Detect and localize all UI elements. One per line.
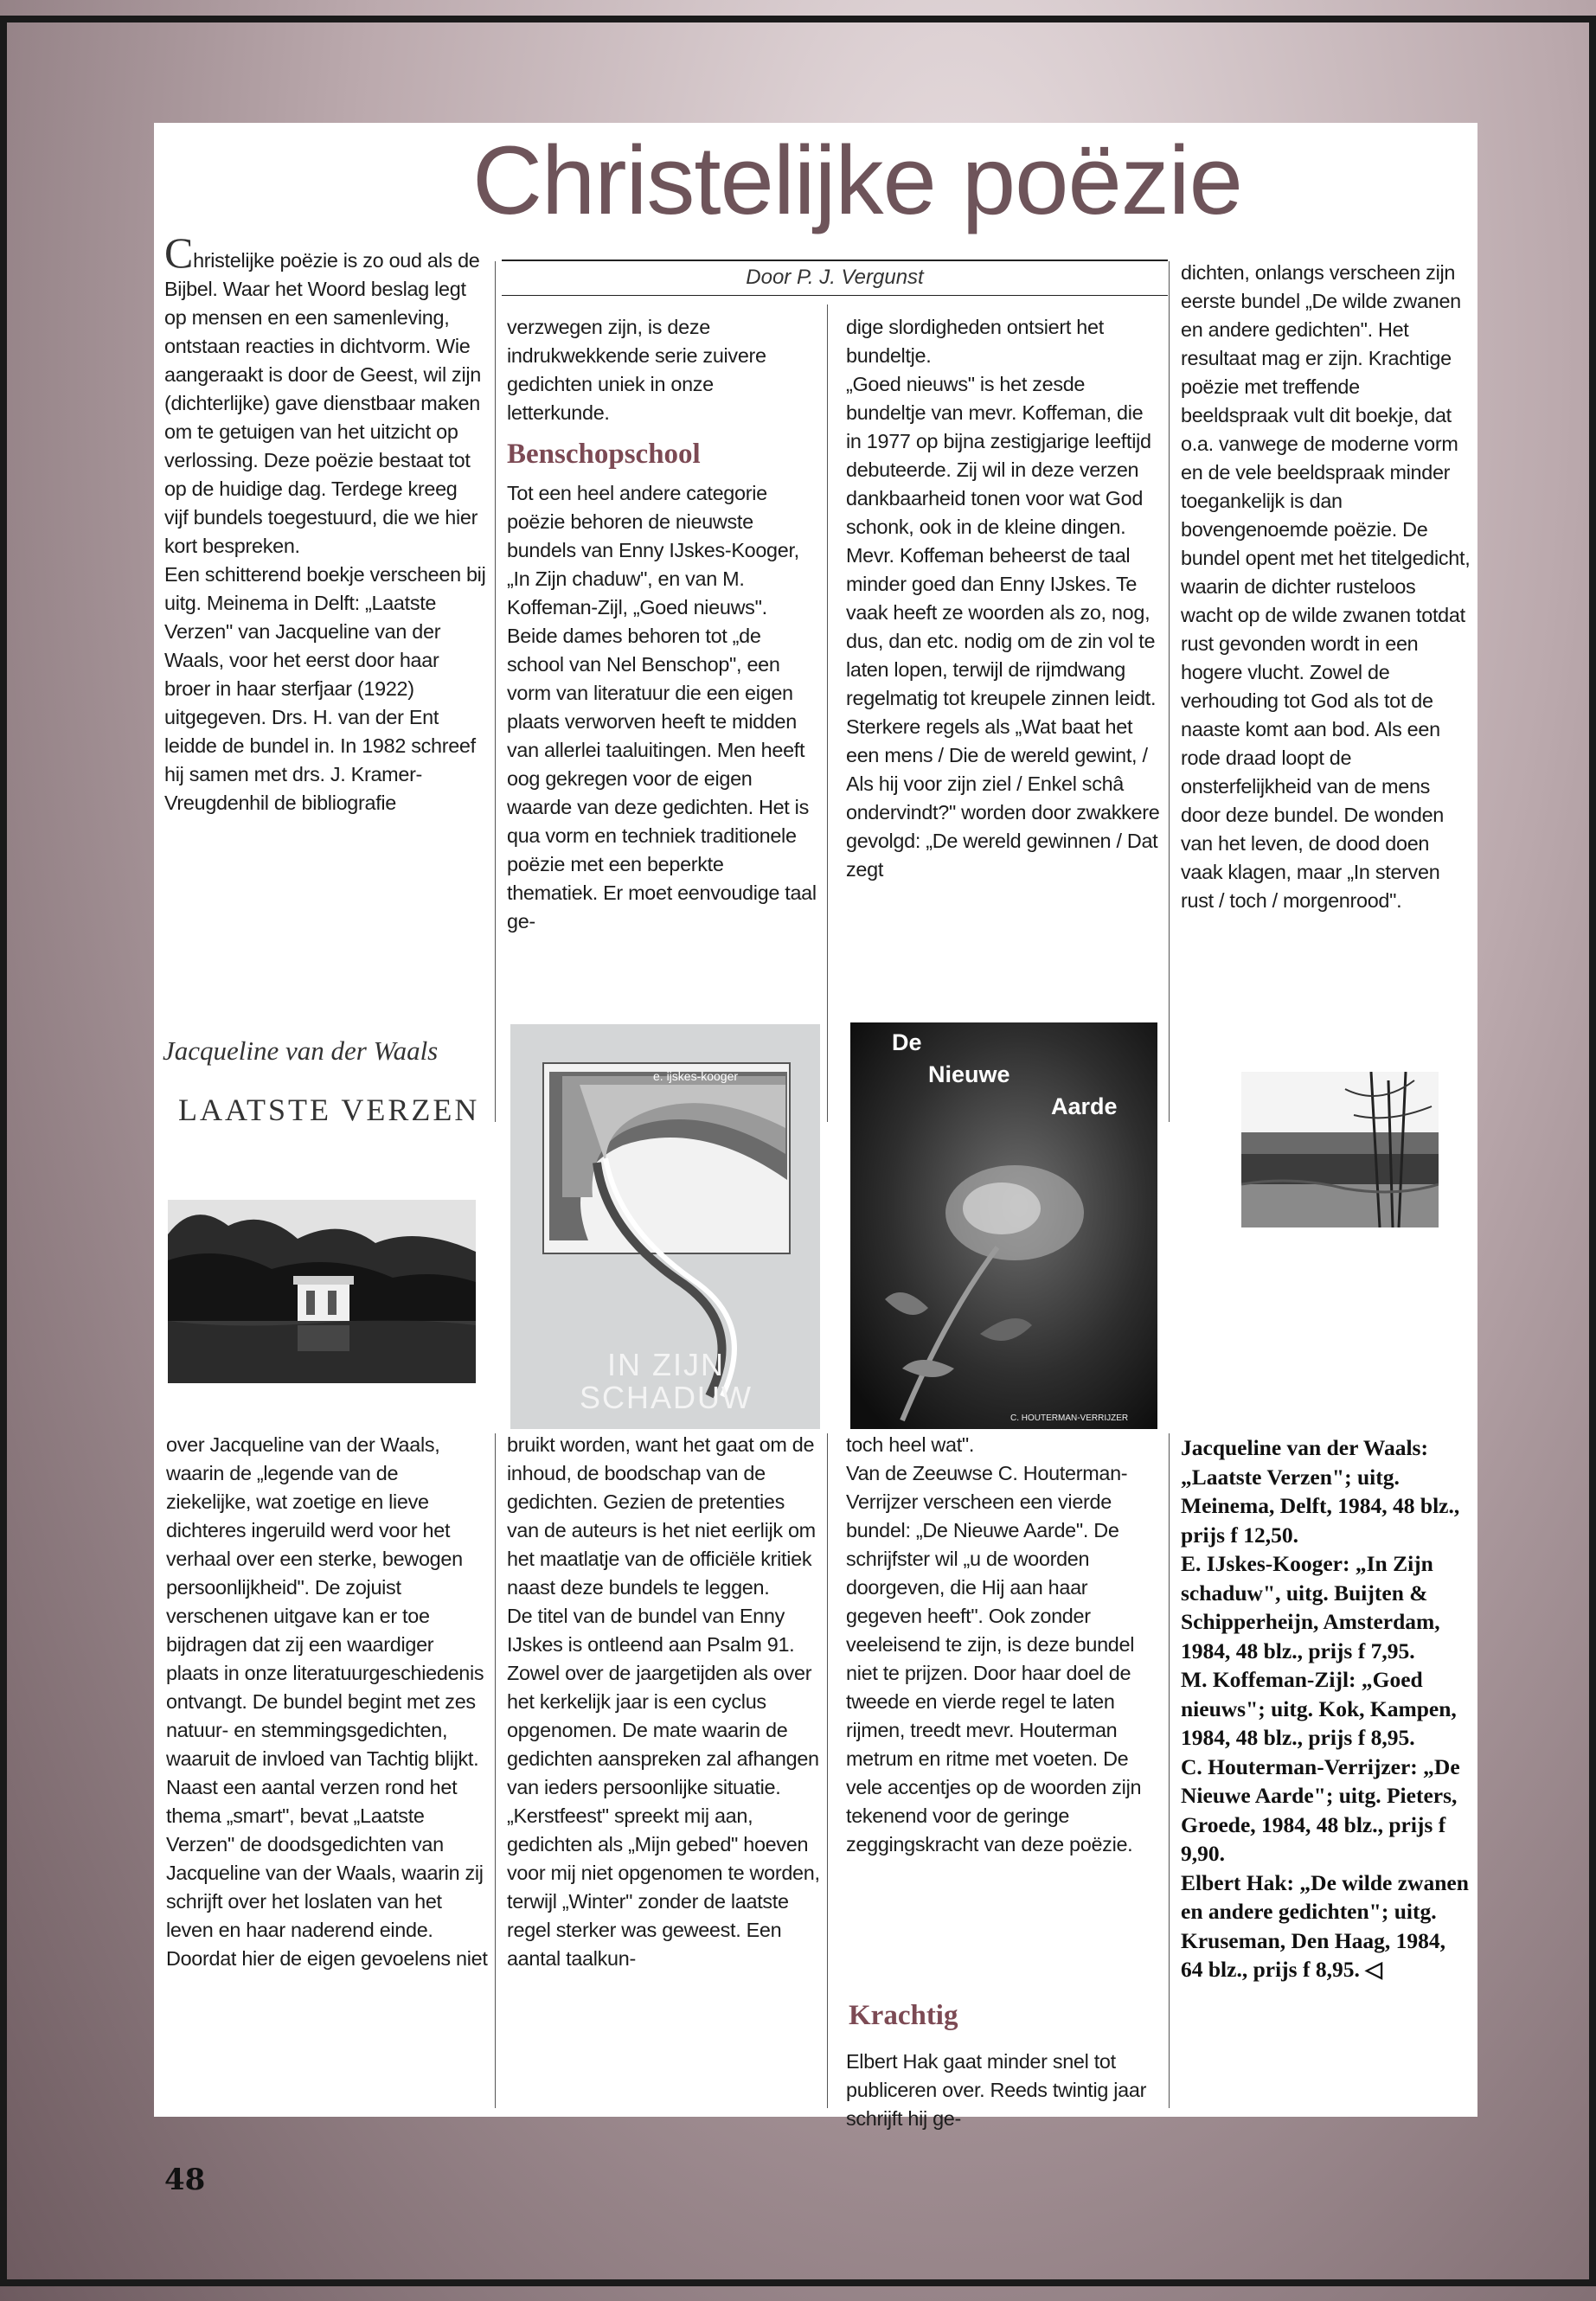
cover-de-nieuwe-aarde-title-2: Nieuwe bbox=[928, 1061, 1010, 1087]
column-4-top: dichten, onlangs verscheen zijn eerste bundel „De wilde zwanen en andere gedichten". Het resultaat mag er zijn. Krachtige poëzie met treffende beeldspraak vult dit boekje, dat o.a. vanwege de moderne vorm en de vele beeldspraak minder toegankelijk is dan bovengenoemde poëzie. De bundel opent met het titelgedicht, waarin de dichter rusteloos wacht op de wilde zwanen totdat rust gevonden wordt in een hogere vlucht. Zowel de verhouding tot God als tot de naaste komt aan bod. Als een rode draad loopt de onsterfelijkheid van de mens door deze bundel. De wonden van het leven, de dood doen vaak klagen, maar „In sterven rust / toch / morgenrood". bbox=[1181, 261, 1471, 912]
column-rule bbox=[1169, 1433, 1170, 2108]
column-1-bottom: over Jacqueline van der Waals, waarin de „legende van de ziekelijke, wat zoetige en lieve dichteres ingeruild werd voor het verhaal over een sterke, bewogen persoonlijkheid". De zojuist verschenen uitgave kan er toe bijdragen dat zij een waardiger plaats in onze literatuurgeschiedenis ontvangt. De bundel begint met zes natuur- en stemmingsgedichten, waaruit de invloed van Tachtig blijkt. Naast een aantal verzen rond het thema „smart", bevat „Laatste Verzen" de doodsgedichten van Jacqueline van der Waals, waarin zij schrijft over het loslaten van het leven en haar naderend einde. Doordat hier de eigen gevoelens niet bbox=[166, 1433, 488, 1970]
article-title: Christelijke poëzie bbox=[472, 126, 1242, 234]
book-credits: Jacqueline van der Waals: „Laatste Verzen"; uitg. Meinema, Delft, 1984, 48 blz., prijs f 12,50. E. IJskes-Kooger: „In Zijn schaduw", uitg. Buijten & Schipperheijn, Amsterdam, 1984, 48 blz., prijs f 7,95. M. Koffeman-Zijl: „Goed nieuws"; uitg. Kok, Kampen, 1984, 48 blz., prijs f 8,95. C. Houterman-Verrijzer: „De Nieuwe Aarde"; uitg. Pieters, Groede, 1984, 48 blz., prijs f 9,90. Elbert Hak: „De wilde zwanen en andere gedichten"; uitg. Kruseman, Den Haag, 1984, 64 blz., prijs f 8,95. ◁ bbox=[1181, 1435, 1469, 1982]
column-2-bottom: bruikt worden, want het gaat om de inhoud, de boodschap van de gedichten. Gezien de pretenties van de auteurs is het niet eerlijk om het maatlatje van de officiële kritiek naast deze bundels te leggen. De titel van de bundel van Enny IJskes is ontleend aan Psalm 91. Zowel over de jaargetijden als over het kerkelijk jaar is een cyclus opgenomen. De mate waarin de gedichten aanspreken zal afhangen van ieders persoonlijke situatie. „Kerstfeest" spreekt mij aan, gedichten als „Mijn gebed" hoeven voor mij niet opgenomen te worden, terwijl „Winter" zonder de laatste regel sterker was geweest. Een aantal taalkun- bbox=[507, 1433, 820, 1970]
column-rule bbox=[827, 304, 828, 1122]
cover-de-nieuwe-aarde-title-1: De bbox=[892, 1029, 922, 1055]
subhead-benschopschool: Benschopschool bbox=[507, 439, 701, 470]
column-2-section: Tot een heel andere categorie poëzie behoren de nieuwste bundels van Enny IJskes-Kooger, „In Zijn chaduw", en van M. Koffeman-Zijl, „Goed nieuws". Beide dames behoren tot „de school van Nel Benschop", een vorm van literatuur die een eigen plaats verworven heeft te midden van allerlei taaluitingen. Men heeft oog gekregen voor de eigen waarde van deze gedichten. Het is qua vorm en techniek traditionele poëzie met een beperkte thematiek. Er moet eenvoudige taal ge- bbox=[507, 482, 817, 933]
column-rule bbox=[827, 1433, 828, 2108]
cover-laatste-verzen-photo bbox=[168, 1200, 476, 1383]
column-3-top: dige slordigheden ontsiert het bundeltje. „Goed nieuws" is het zesde bundeltje van mevr. Koffeman, die in 1977 op bijna zestigjarige leeftijd debuteerde. Zij wil in deze verzen dankbaarheid tonen voor wat God schonk, ook in de kleine dingen. Mevr. Koffeman beheerst de taal minder goed dan Enny IJskes. Te vaak heeft ze woorden als zo, nog, dus, dan etc. nodig om de zin vol te laten lopen, terwijl de rijmdwang regelmatig tot kreupele zinnen leidt. Sterkere regels als „Wat baat het een mens / Die de wereld gewint, / Als hij voor zijn ziel / Enkel schâ ondervindt?" worden door zwakkere gevolgd: „De wereld gewinnen / Dat zegt bbox=[846, 316, 1160, 881]
column-3-bottom: toch heel wat". Van de Zeeuwse C. Houterman-Verrijzer verscheen een vierde bundel: „De Nieuwe Aarde". De schrijfster wil „u de woorden doorgeven, die Hij aan haar gegeven heeft". Ook zonder veeleisend te zijn, is deze bundel niet te prijzen. Door haar doel de tweede en vierde regel te laten rijmen, treedt mevr. Houterman metrum en ritme met voeten. De vele accentjes op de woorden zijn tekenend voor de geringe zeggingskracht van deze poëzie. bbox=[846, 1433, 1142, 1856]
column-3-krachtig: Elbert Hak gaat minder snel tot publiceren over. Reeds twintig jaar schrijft hij ge- bbox=[846, 2050, 1147, 2130]
column-rule bbox=[495, 1433, 496, 2108]
cover-in-zijn-schaduw bbox=[510, 1024, 820, 1429]
column-2-top: verzwegen zijn, is deze indrukwekkende serie zuivere gedichten uniek in onze letterkunde. bbox=[507, 316, 766, 424]
page-number: 48 bbox=[164, 2163, 206, 2197]
cover-de-nieuwe-aarde-publisher: C. HOUTERMAN-VERRIJZER bbox=[1010, 1413, 1129, 1423]
cover-in-zijn-schaduw-author: e. ijskes-kooger bbox=[653, 1069, 739, 1083]
wilde-zwanen-landscape-photo bbox=[1241, 1072, 1439, 1227]
magazine-page bbox=[154, 123, 1477, 2130]
column-rule bbox=[1169, 261, 1170, 1122]
cover-in-zijn-schaduw-title: IN ZIJN SCHADUW bbox=[580, 1347, 753, 1415]
cover-de-nieuwe-aarde-title-3: Aarde bbox=[1051, 1093, 1118, 1119]
column-rule bbox=[495, 261, 496, 1122]
intro-text: hristelijke poëzie is zo oud als de Bijbel. Waar het Woord beslag legt op mensen en een samenleving, ontstaan reacties in dichtvorm. Wie aangeraakt is door de Geest, wil zijn (dichterlijke) gave dienstbaar maken om te getuigen van het uitzicht op verlossing. Deze poëzie bestaat tot op de huidige dag. Terdege kreeg vijf bundels toegestuurd, die we hier kort bespreken. Een schitterend boekje verscheen bij uitg. Meinema in Delft: „Laatste Verzen" van Jacqueline van der Waals, voor het eerst door haar broer in haar sterfjaar (1922) uitgegeven. Drs. H. van der Ent leidde de bundel in. In 1982 schreef hij samen met drs. J. Kramer-Vreugdenhil de bibliografie bbox=[164, 249, 486, 814]
drop-cap: C bbox=[164, 228, 194, 277]
subhead-krachtig: Krachtig bbox=[849, 2000, 958, 2031]
cover-de-nieuwe-aarde bbox=[850, 1022, 1157, 1429]
cover-laatste-verzen-title: LAATSTE VERZEN bbox=[178, 1093, 480, 1127]
cover-laatste-verzen-author: Jacqueline van der Waals bbox=[163, 1035, 439, 1066]
column-1-intro bbox=[164, 228, 486, 817]
article-byline: Door P. J. Vergunst bbox=[502, 260, 1168, 296]
